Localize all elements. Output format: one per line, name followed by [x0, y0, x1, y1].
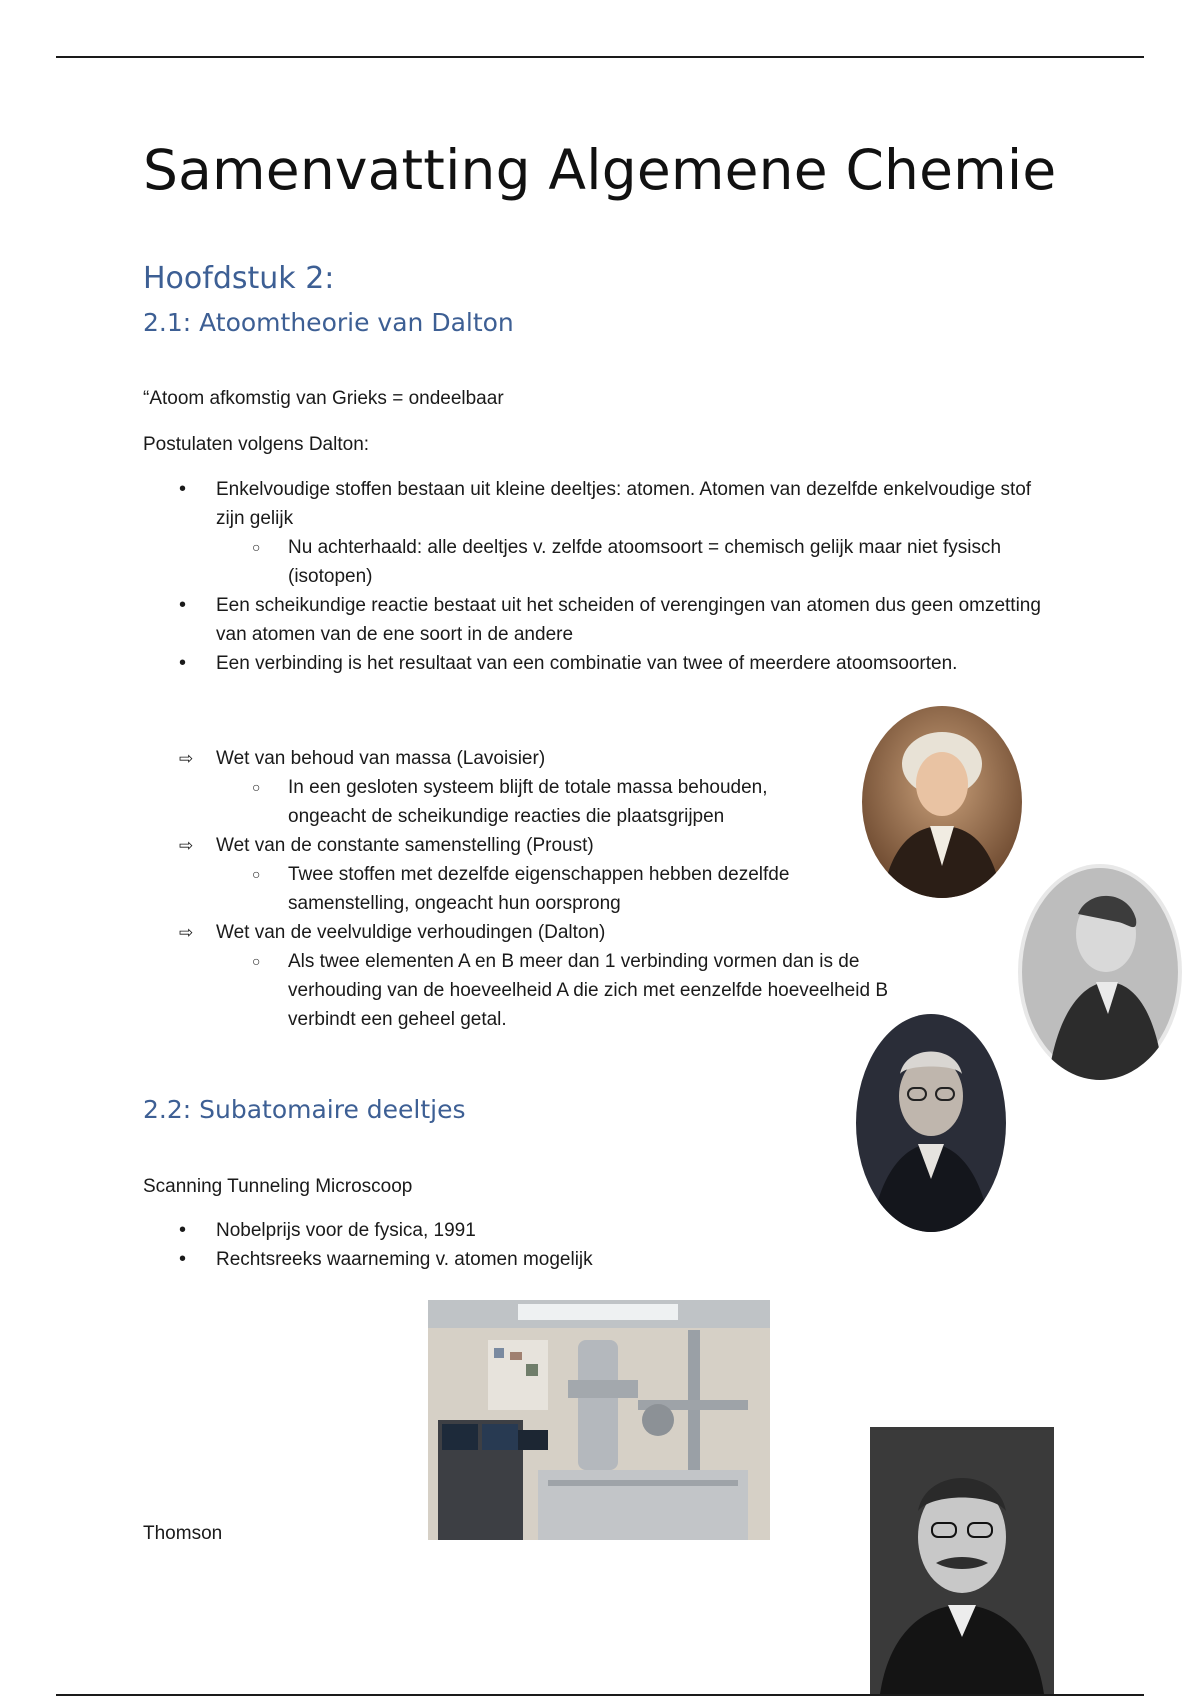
document-title: Samenvatting Algemene Chemie	[143, 138, 1057, 202]
circle-bullet-icon: ○	[252, 539, 261, 555]
chapter-heading: Hoofdstuk 2:	[143, 261, 335, 296]
bottom-rule	[56, 1694, 1144, 1696]
thomson-photo	[870, 1427, 1054, 1694]
bullet-icon: •	[179, 478, 187, 500]
list-item: ○ Als twee elementen A en B meer dan 1 verbinding vormen dan is de verhouding van de hoeveelheid A die zich met eenzelfde hoeveelheid B verbindt een geheel getal.	[143, 947, 938, 1034]
circle-bullet-icon: ○	[252, 953, 261, 969]
list-item: ⇨ Wet van de veelvuldige verhoudingen (Dalton)	[143, 918, 1063, 947]
list-item: • Een scheikundige reactie bestaat uit het scheiden of verengingen van atomen dus geen omzetting van atomen van de ene soort in de andere	[143, 591, 1061, 649]
list-item: ⇨ Wet van de constante samenstelling (Proust)	[143, 831, 1063, 860]
list-item: ○ Twee stoffen met dezelfde eigenschappen hebben dezelfde samenstelling, ongeacht hun oorsprong	[143, 860, 808, 918]
bullet-icon: •	[179, 1219, 187, 1241]
list-item: • Nobelprijs voor de fysica, 1991	[143, 1216, 1063, 1245]
list-item: • Rechtsreeks waarneming v. atomen mogelijk	[143, 1245, 1063, 1274]
list-item: ⇨ Wet van behoud van massa (Lavoisier)	[143, 744, 1063, 773]
section-heading-dalton: 2.1: Atoomtheorie van Dalton	[143, 308, 514, 337]
bullet-icon: •	[179, 1248, 187, 1270]
bullet-icon: •	[179, 652, 187, 674]
stm-label: Scanning Tunneling Microscoop	[143, 1176, 413, 1197]
postulates-list	[143, 475, 1063, 678]
list-item: • Een verbinding is het resultaat van een combinatie van twee of meerdere atoomsoorten.	[143, 649, 1061, 678]
section-heading-subatomic: 2.2: Subatomaire deeltjes	[143, 1095, 466, 1124]
stm-lab-photo	[428, 1300, 770, 1540]
stm-list	[143, 1216, 1063, 1274]
list-item: ○ Nu achterhaald: alle deeltjes v. zelfde atoomsoort = chemisch gelijk maar niet fysisch (isotopen)	[143, 533, 1063, 591]
circle-bullet-icon: ○	[252, 779, 261, 795]
arrow-right-icon: ⇨	[179, 836, 194, 855]
circle-bullet-icon: ○	[252, 866, 261, 882]
arrow-right-icon: ⇨	[179, 923, 194, 942]
list-item: ○ In een gesloten systeem blijft de totale massa behouden, ongeacht de scheikundige reacties die plaatsgrijpen	[143, 773, 788, 831]
lavoisier-portrait	[862, 706, 1022, 898]
top-rule	[56, 56, 1144, 58]
proust-portrait	[1018, 864, 1182, 1080]
bullet-icon: •	[179, 594, 187, 616]
arrow-right-icon: ⇨	[179, 749, 194, 768]
postulates-label: Postulaten volgens Dalton:	[143, 434, 370, 455]
dalton-portrait	[856, 1014, 1006, 1232]
intro-text: “Atoom afkomstig van Grieks = ondeelbaar	[143, 388, 504, 409]
thomson-label: Thomson	[143, 1523, 223, 1544]
list-item: • Enkelvoudige stoffen bestaan uit kleine deeltjes: atomen. Atomen van dezelfde enkelvoudige stof zijn gelijk	[143, 475, 1061, 533]
